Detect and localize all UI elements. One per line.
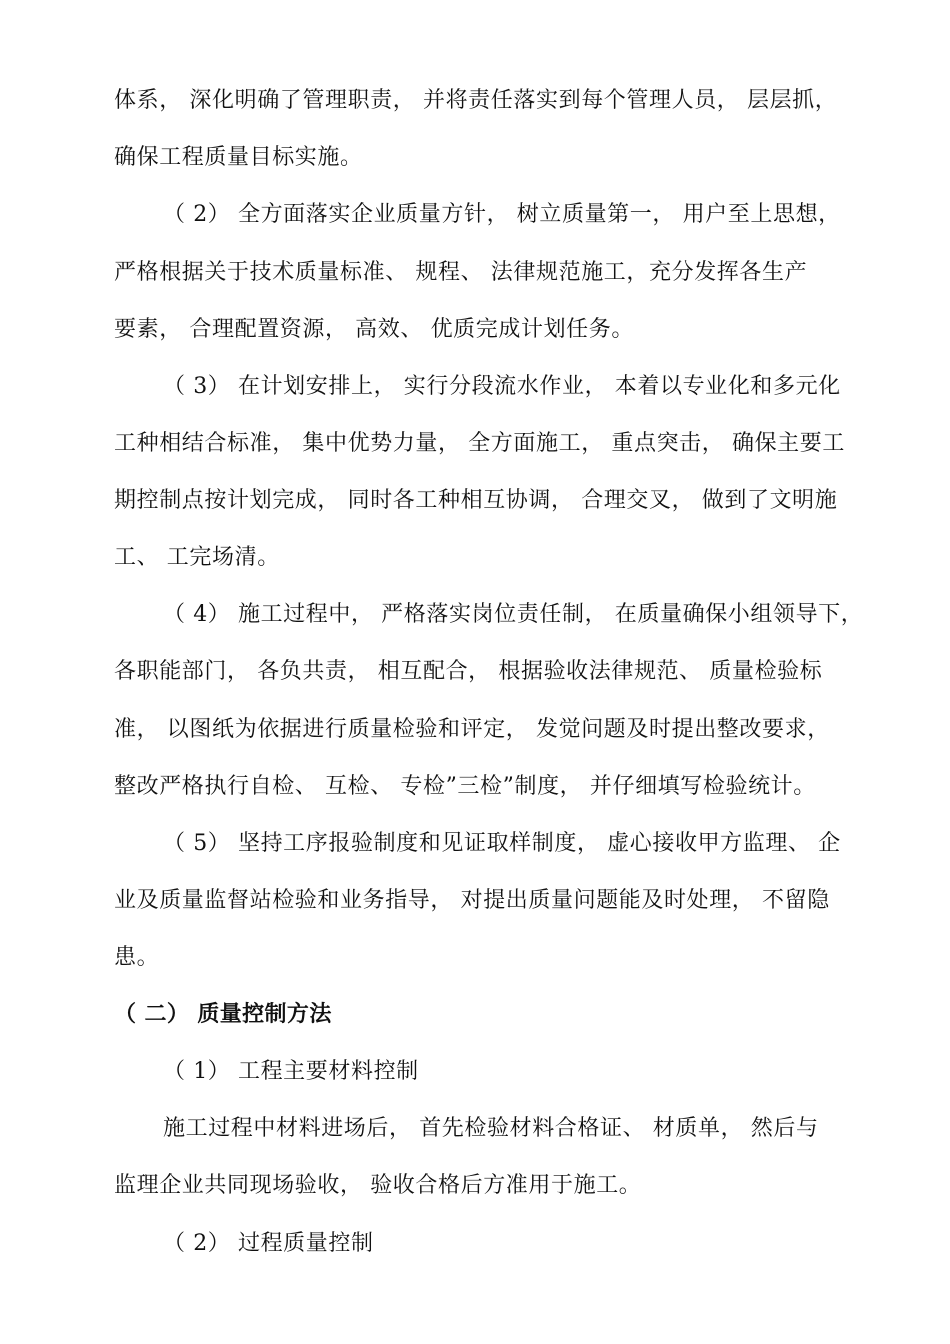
subsection-heading: （ 1） 工程主要材料控制 [163,1059,419,1084]
list-item-4-line: （ 4） 施工过程中， 严格落实岗位责任制， 在质量确保小组领导下， [163,602,864,627]
body-text-line: 确保工程质量目标实施。 [114,145,363,170]
body-text-line: 准， 以图纸为依据进行质量检验和评定， 发觉问题及时提出整改要求， [114,717,830,742]
body-text-line: 业及质量监督站检验和业务指导， 对提出质量问题能及时处理， 不留隐 [114,888,830,913]
body-text-line: 严格根据关于技术质量标准、 规程、 法律规范施工，充分发挥各生产 [114,260,808,285]
section-heading: （ 二） 质量控制方法 [114,1002,332,1027]
body-text-line: 整改严格执行自检、 互检、 专检”三检”制度， 并仔细填写检验统计。 [114,774,816,799]
body-text-line: 工种相结合标准， 集中优势力量， 全方面施工， 重点突击， 确保主要工 [114,431,845,456]
list-item-2-line: （ 2） 全方面落实企业质量方针， 树立质量第一， 用户至上思想， [163,202,841,227]
body-text-line: 监理企业共同现场验收， 验收合格后方准用于施工。 [114,1173,642,1198]
body-text-line: 工、 工完场清。 [114,545,280,570]
list-item-5-line: （ 5） 坚持工序报验制度和见证取样制度， 虚心接收甲方监理、 企 [163,831,841,856]
body-text-line: 施工过程中材料进场后， 首先检验材料合格证、 材质单， 然后与 [163,1116,819,1141]
subsection-heading: （ 2） 过程质量控制 [163,1231,374,1256]
body-text-line: 期控制点按计划完成， 同时各工种相互协调， 合理交叉， 做到了文明施 [114,488,838,513]
body-text-line: 要素， 合理配置资源， 高效、 优质完成计划任务。 [114,317,634,342]
list-item-3-line: （ 3） 在计划安排上， 实行分段流水作业， 本着以专业化和多元化 [163,374,841,399]
body-text-line: 体系， 深化明确了管理职责， 并将责任落实到每个管理人员， 层层抓， [114,88,838,113]
body-text-line: 患。 [114,945,160,970]
body-text-line: 各职能部门， 各负共责， 相互配合， 根据验收法律规范、 质量检验标 [114,659,823,684]
